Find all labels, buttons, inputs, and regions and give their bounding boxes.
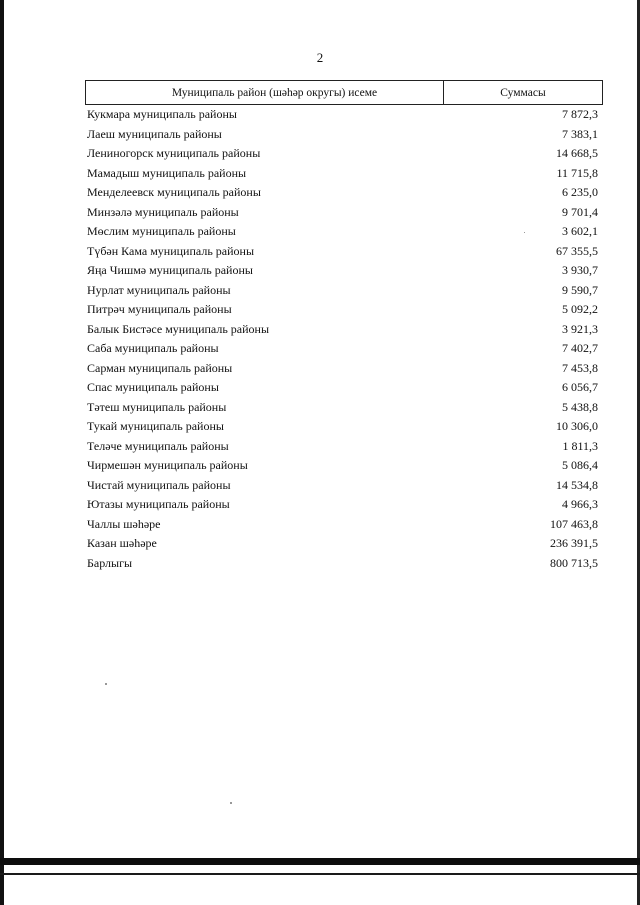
row-amount: 3 921,3	[562, 321, 598, 336]
scan-speck	[105, 683, 107, 685]
scan-speck	[230, 802, 232, 804]
table-row	[87, 145, 598, 165]
page-number: 2	[316, 50, 324, 65]
row-amount: 5 086,4	[562, 458, 598, 472]
table-row	[87, 223, 598, 243]
row-name: Лаеш муниципаль районы	[87, 126, 222, 141]
row-amount: 236 391,5	[550, 536, 598, 550]
table-row	[87, 340, 598, 360]
row-name: Чистай муниципаль районы	[87, 477, 231, 492]
row-amount: 5 438,8	[562, 399, 598, 414]
row-name: Ютазы муниципаль районы	[87, 497, 230, 511]
table-row	[87, 262, 598, 282]
row-amount: 10 306,0	[556, 419, 598, 433]
row-name: Тукай муниципаль районы	[87, 419, 224, 433]
table-header	[85, 80, 603, 105]
row-name: Казан шәһәре	[87, 536, 157, 550]
total-label: Барлыгы	[87, 555, 133, 570]
row-name: Сарман муниципаль районы	[87, 360, 233, 375]
row-amount: 14 668,5	[556, 146, 598, 160]
row-amount: 3 930,7	[562, 263, 598, 277]
row-amount: 7 383,1	[562, 126, 598, 141]
row-amount: 9 701,4	[562, 204, 598, 219]
row-name: Балык Бистәсе муниципаль районы	[87, 321, 270, 336]
table-row	[87, 126, 598, 146]
table-row	[87, 106, 598, 126]
table-row	[87, 243, 598, 263]
table-row	[87, 438, 598, 458]
table-row	[87, 496, 598, 516]
row-name: Лениногорск муниципаль районы	[87, 146, 261, 160]
total-row	[87, 555, 598, 575]
row-name: Тәтеш муниципаль районы	[87, 399, 227, 414]
scan-left-edge	[0, 0, 4, 905]
column-header-name: Муниципаль район (шәһәр округы) исеме	[86, 81, 444, 104]
row-name: Менделеевск муниципаль районы	[87, 185, 261, 199]
row-amount: 7 402,7	[562, 341, 598, 355]
table-row	[87, 301, 598, 321]
row-amount: 9 590,7	[562, 282, 598, 297]
row-amount: 107 463,8	[550, 516, 598, 531]
table-row	[87, 477, 598, 497]
row-amount: 6 235,0	[562, 185, 598, 199]
row-name: Нурлат муниципаль районы	[87, 282, 231, 297]
row-amount: 3 602,1	[562, 224, 598, 238]
row-name: Яңа Чишмә муниципаль районы	[87, 263, 253, 277]
row-amount: 5 092,2	[562, 302, 598, 316]
table-row	[87, 535, 598, 555]
row-name: Мөслим муниципаль районы	[87, 224, 236, 238]
table-row	[87, 321, 598, 341]
row-amount: 67 355,5	[556, 243, 598, 258]
row-name: Чирмешән муниципаль районы	[87, 458, 248, 472]
row-name: Түбән Кама муниципаль районы	[87, 243, 255, 258]
row-amount: 11 715,8	[556, 165, 598, 180]
scan-bottom-band	[0, 858, 640, 865]
scan-speck	[524, 232, 525, 233]
row-amount: 6 056,7	[562, 380, 598, 394]
row-name: Питрәч муниципаль районы	[87, 302, 232, 316]
row-name: Минзәлә муниципаль районы	[87, 204, 239, 219]
row-amount: 4 966,3	[562, 497, 598, 511]
table-row	[87, 418, 598, 438]
table-row	[87, 282, 598, 302]
table-row	[87, 399, 598, 419]
row-name: Чаллы шәһәре	[87, 516, 161, 531]
table-row	[87, 360, 598, 380]
row-name: Теләче муниципаль районы	[87, 438, 229, 453]
table-row	[87, 379, 598, 399]
row-amount: 14 534,8	[556, 477, 598, 492]
table-row	[87, 204, 598, 224]
row-name: Мамадыш муниципаль районы	[87, 165, 247, 180]
table-row	[87, 165, 598, 185]
row-name: Кукмара муниципаль районы	[87, 107, 237, 121]
table-body	[87, 106, 598, 574]
row-amount: 7 872,3	[562, 107, 598, 121]
column-header-sum: Суммасы	[500, 86, 546, 99]
table-row	[87, 516, 598, 536]
table-row	[87, 457, 598, 477]
row-amount: 1 811,3	[562, 438, 598, 453]
scan-bottom-line	[0, 873, 640, 875]
row-name: Спас муниципаль районы	[87, 380, 219, 394]
table-row	[87, 184, 598, 204]
total-amount: 800 713,5	[550, 555, 598, 570]
row-amount: 7 453,8	[562, 360, 598, 375]
row-name: Саба муниципаль районы	[87, 341, 219, 355]
